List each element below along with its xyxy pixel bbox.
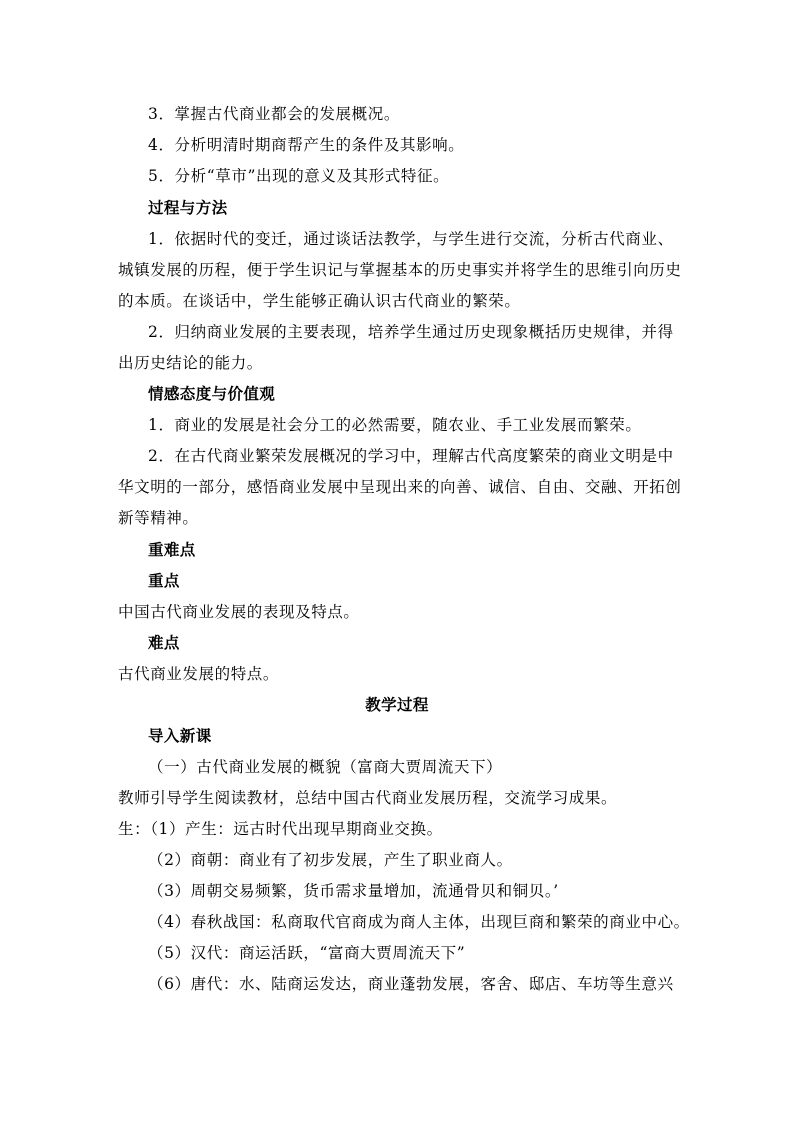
attitude-values-p2-line2: 华文明的一部分，感悟商业发展中呈现出来的向善、诚信、自由、交融、开拓创 — [118, 478, 682, 496]
teacher-instruction: 教师引导学生阅读教材，总结中国古代商业发展历程，交流学习成果。 — [118, 789, 618, 807]
student-answer-1: 生：（1）产生：远古时代出现早期商业交换。 — [118, 820, 443, 838]
key-points-heading: 重难点 — [148, 541, 196, 559]
attitude-values-p2-line3: 新等精神。 — [118, 509, 199, 527]
focus-heading: 重点 — [148, 572, 180, 590]
difficulty-text: 古代商业发展的特点。 — [118, 665, 280, 683]
process-method-p2-line2: 出历史结论的能力。 — [118, 354, 263, 372]
student-answer-3: （3）周朝交易频繁，货币需求量增加，流通骨贝和铜贝。’ — [148, 882, 559, 900]
objective-item-5: 5．分析“草市”出现的意义及其形式特征。 — [148, 167, 450, 185]
teaching-process-title: 教学过程 — [365, 696, 429, 714]
process-method-p2-line1: 2．归纳商业发展的主要表现，培养学生通过历史现象概括历史规律，并得 — [148, 323, 674, 341]
process-method-heading: 过程与方法 — [148, 199, 228, 217]
student-answer-2: （2）商朝：商业有了初步发展，产生了职业商人。 — [148, 851, 513, 869]
student-answer-5: （5）汉代：商运活跃，“富商大贾周流天下” — [148, 944, 466, 962]
student-answer-4: （4）春秋战国：私商取代官商成为商人主体，出现巨商和繁荣的商业中心。 — [148, 913, 690, 931]
objective-item-4: 4．分析明清时期商帮产生的条件及其影响。 — [148, 136, 465, 154]
difficulty-heading: 难点 — [148, 634, 180, 652]
attitude-values-p2-line1: 2．在古代商业繁荣发展概况的学习中，理解古代高度繁荣的商业文明是中 — [148, 447, 674, 465]
focus-text: 中国古代商业发展的表现及特点。 — [118, 603, 360, 621]
process-method-p1-line2: 城镇发展的历程，便于学生识记与掌握基本的历史事实并将学生的思维引向历史 — [118, 261, 682, 279]
section-heading: （一）古代商业发展的概貌（富商大贾周流天下） — [148, 758, 503, 776]
attitude-values-heading: 情感态度与价值观 — [148, 385, 276, 403]
process-method-p1-line1: 1．依据时代的变迁，通过谈话法教学，与学生进行交流，分析古代商业、 — [148, 230, 674, 248]
student-answer-6: （6）唐代：水、陆商运发达，商业蓬勃发展，客舍、邸店、车坊等生意兴 — [148, 975, 674, 993]
attitude-values-p1: 1．商业的发展是社会分工的必然需要，随农业、手工业发展而繁荣。 — [148, 416, 642, 434]
intro-heading: 导入新课 — [148, 727, 212, 745]
process-method-p1-line3: 的本质。在谈话中，学生能够正确认识古代商业的繁荣。 — [118, 292, 521, 310]
objective-item-3: 3．掌握古代商业都会的发展概况。 — [148, 105, 400, 123]
